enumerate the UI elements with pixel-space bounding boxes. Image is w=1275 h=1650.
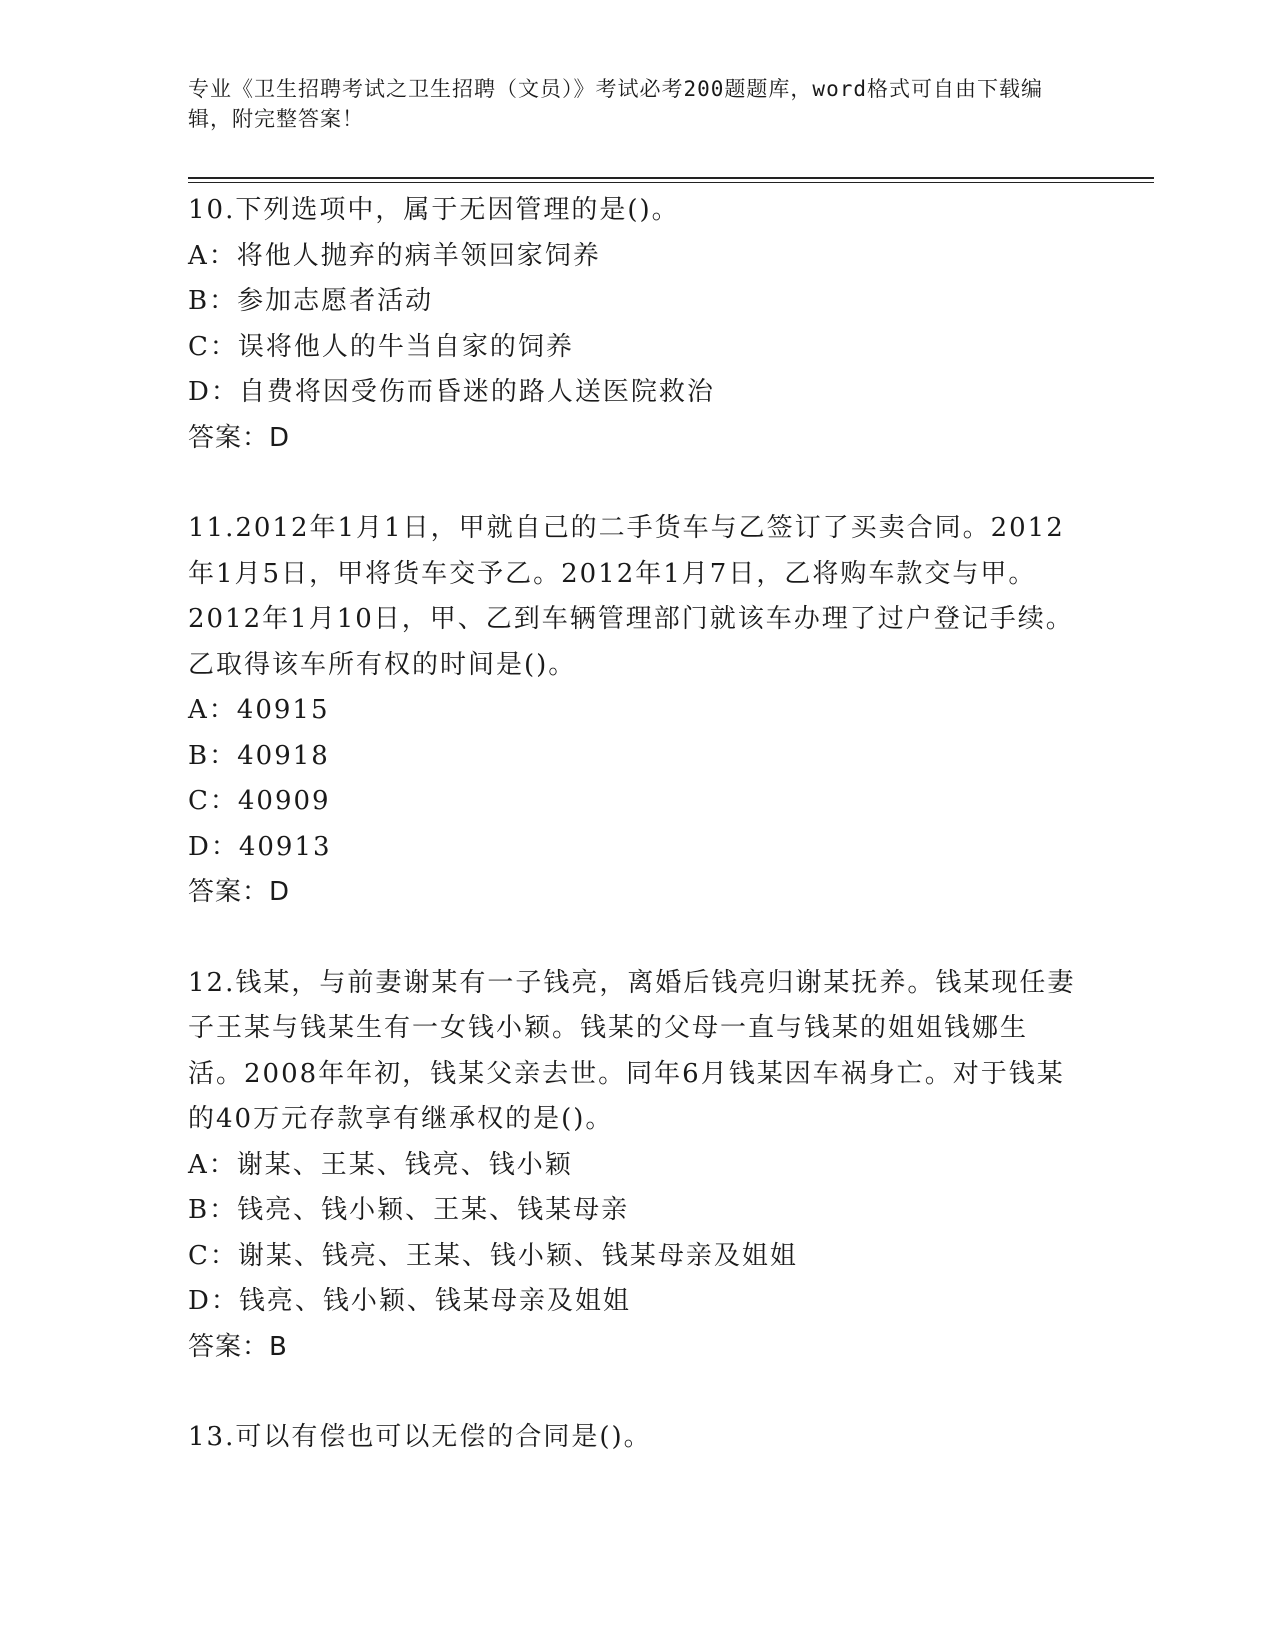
option-a: A：将他人抛弃的病羊领回家饲养 (188, 240, 601, 271)
option-b: B：钱亮、钱小颖、王某、钱某母亲 (188, 1195, 630, 1225)
option-b: B：40918 (188, 740, 330, 771)
header-divider-thick (188, 177, 1154, 179)
answer-label: 答案： (188, 1331, 270, 1362)
answer-label: 答案： (188, 877, 270, 907)
header-divider-thin (188, 182, 1154, 183)
option-c: C：40909 (188, 786, 331, 816)
question-12 (188, 961, 1078, 1371)
answer-line (188, 870, 1078, 916)
option-d: D：钱亮、钱小颖、钱某母亲及姐姐 (188, 1286, 631, 1316)
option-b: B：参加志愿者活动 (188, 286, 434, 316)
answer-line (188, 1325, 1078, 1371)
answer-line (188, 416, 1078, 462)
question-stem: 13.可以有偿也可以无偿的合同是()。 (188, 1422, 652, 1452)
question-stem: 12.钱某，与前妻谢某有一子钱亮，离婚后钱亮归谢某抚养。钱某现任妻子王某与钱某生有一女钱小颖。钱某的父母一直与钱某的姐姐钱娜生活。2008年年初，钱某父亲去世。同年6月钱某因车祸身亡。对于钱某的40万元存款享有继承权的是()。 (188, 967, 1076, 1134)
option-a: A：谢某、王某、钱亮、钱小颖 (188, 1149, 573, 1180)
option-a: A：40915 (188, 695, 330, 725)
option-c: C：误将他人的牛当自家的饲养 (188, 331, 574, 362)
option-c: C：谢某、钱亮、王某、钱小颖、钱某母亲及姐姐 (188, 1240, 798, 1271)
answer-value: B (269, 1331, 288, 1362)
question-11 (188, 506, 1078, 916)
question-10 (188, 188, 1078, 461)
question-stem: 11.2012年1月1日，甲就自己的二手货车与乙签订了买卖合同。2012年1月5日，甲将货车交予乙。2012年1月7日，乙将购车款交与甲。2012年1月10日，甲、乙到车辆管理部门就该车办理了过户登记手续。乙取得该车所有权的时间是()。 (188, 513, 1074, 680)
option-d: D：自费将因受伤而昏迷的路人送医院救治 (188, 377, 715, 407)
question-13 (188, 1415, 1078, 1461)
answer-value: D (269, 877, 291, 907)
document-header: 专业《卫生招聘考试之卫生招聘（文员）》考试必考200题题库，word格式可自由下载编辑，附完整答案！ (188, 77, 1043, 131)
question-list (188, 188, 1078, 1506)
option-d: D：40913 (188, 831, 332, 862)
question-stem: 10.下列选项中，属于无因管理的是()。 (188, 195, 680, 225)
answer-label: 答案： (188, 422, 270, 453)
answer-value: D (269, 422, 291, 453)
